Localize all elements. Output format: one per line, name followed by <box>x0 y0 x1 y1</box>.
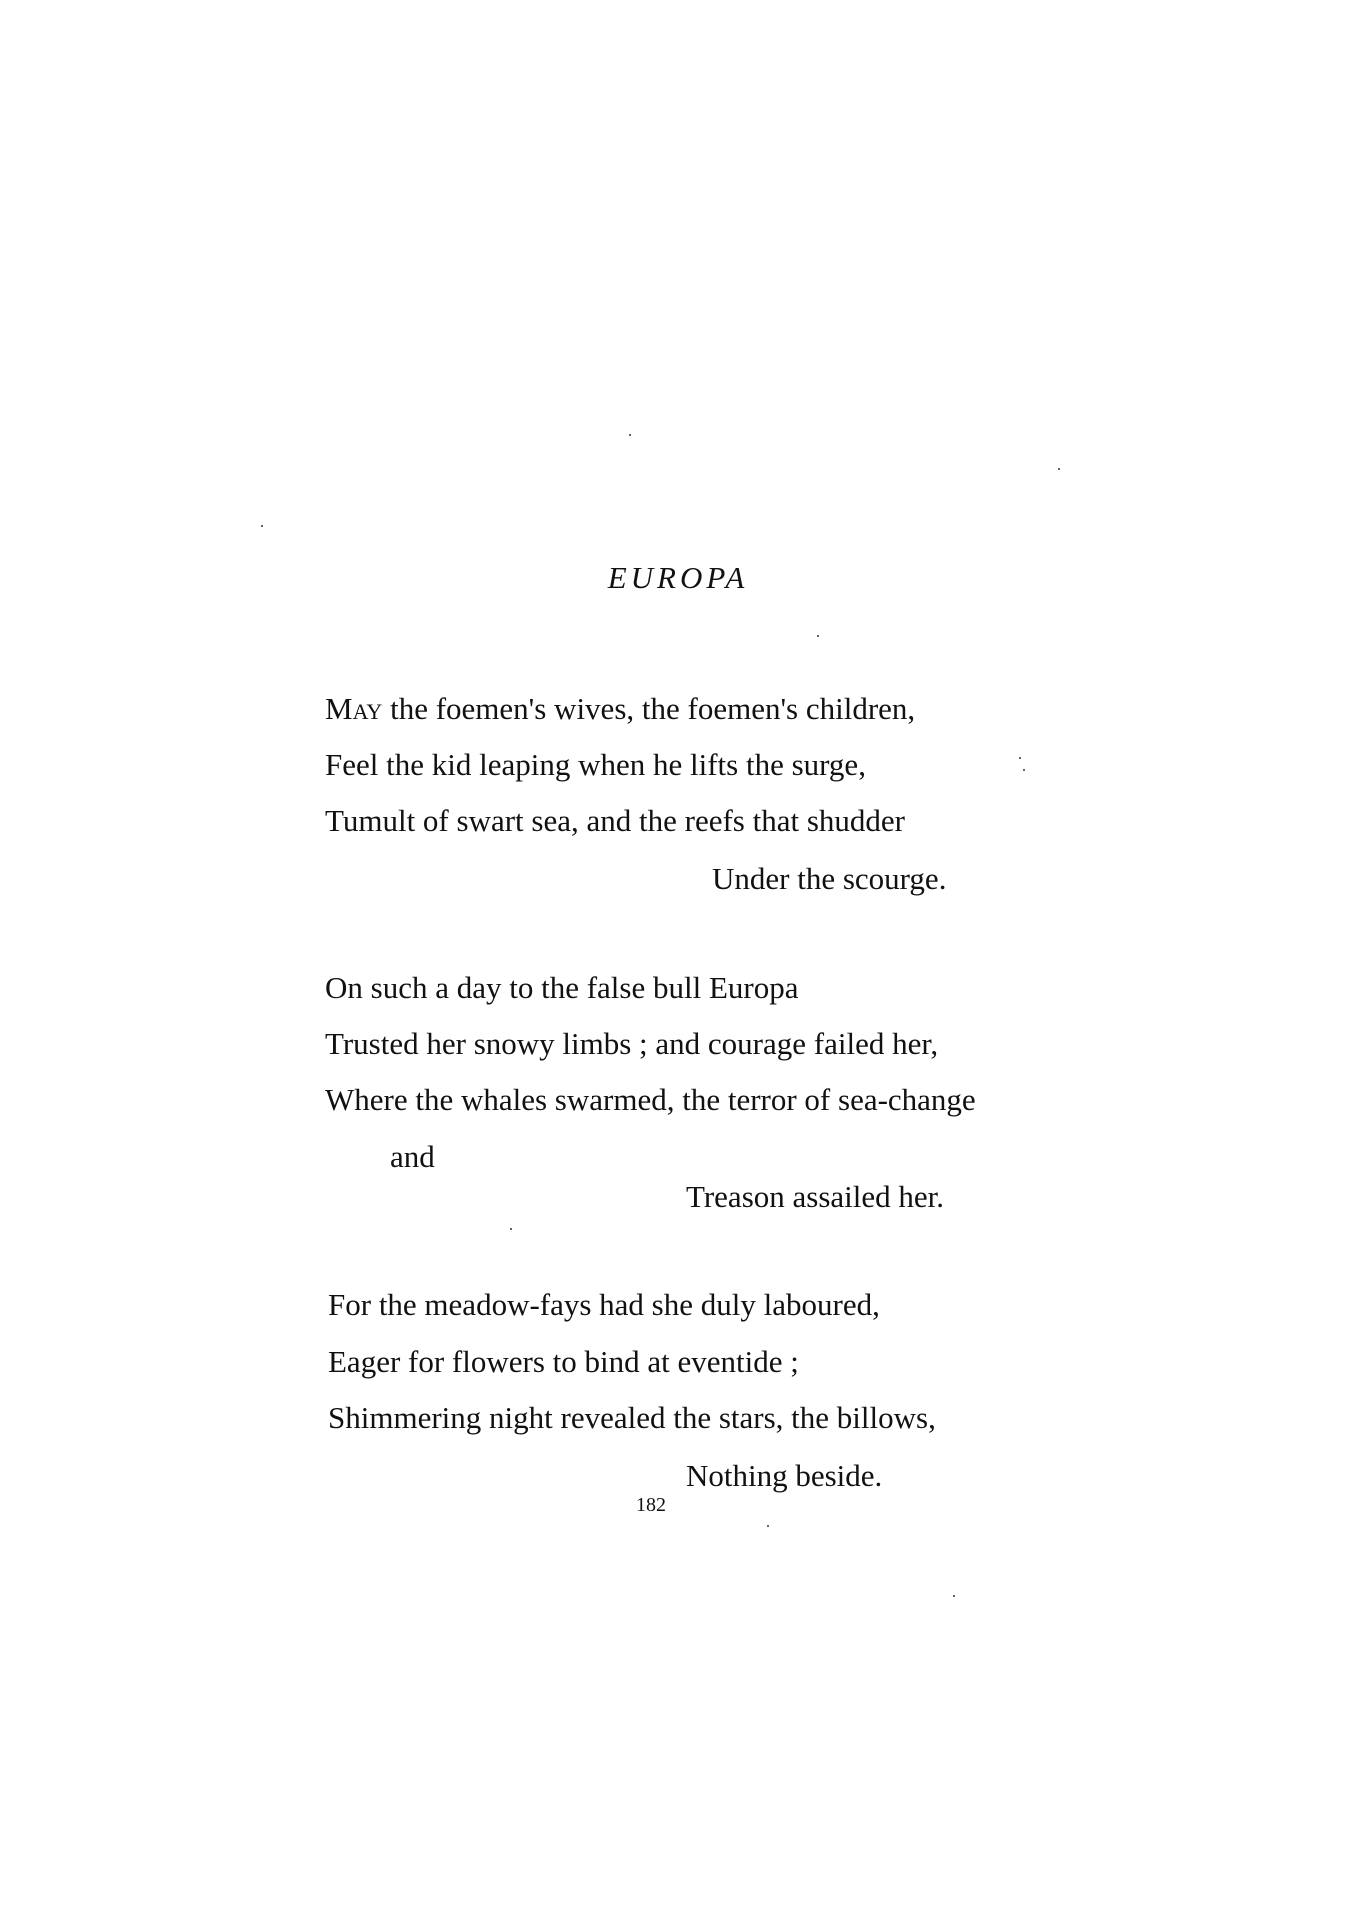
poem-line: Trusted her snowy limbs ; and courage failed her, <box>325 1026 939 1061</box>
scan-speck <box>953 1595 955 1597</box>
poem-line: For the meadow-fays had she duly laboured, <box>328 1287 880 1322</box>
poem-line: Eager for flowers to bind at eventide ; <box>328 1344 799 1379</box>
scan-speck <box>767 1525 769 1527</box>
page-number: 182 <box>636 1494 666 1516</box>
scan-speck <box>629 434 631 436</box>
scan-speck <box>817 635 819 637</box>
line-text: the foemen's wives, the foemen's children, <box>382 691 916 726</box>
poem-line: Where the whales swarmed, the terror of sea-change <box>325 1082 976 1117</box>
poem-line-indented: Nothing beside. <box>686 1458 883 1493</box>
poem-line: Feel the kid leaping when he lifts the surge, <box>325 747 866 782</box>
initial-word: May <box>325 691 383 726</box>
poem-line <box>325 693 915 724</box>
poem-line-indented: Under the scourge. <box>712 861 947 896</box>
scan-speck <box>261 525 263 527</box>
scan-speck <box>1023 769 1025 771</box>
poem-title: EUROPA <box>607 560 749 595</box>
scan-speck <box>510 1228 512 1230</box>
poem-line: On such a day to the false bull Europa <box>325 970 799 1005</box>
poem-line-indented: Treason assailed her. <box>686 1179 945 1214</box>
poem-line: Shimmering night revealed the stars, the billows, <box>328 1400 936 1435</box>
poem-line-continuation: and <box>390 1139 435 1174</box>
scan-speck <box>1058 468 1060 470</box>
poem-line: Tumult of swart sea, and the reefs that shudder <box>325 803 905 838</box>
scan-speck <box>1019 757 1021 759</box>
